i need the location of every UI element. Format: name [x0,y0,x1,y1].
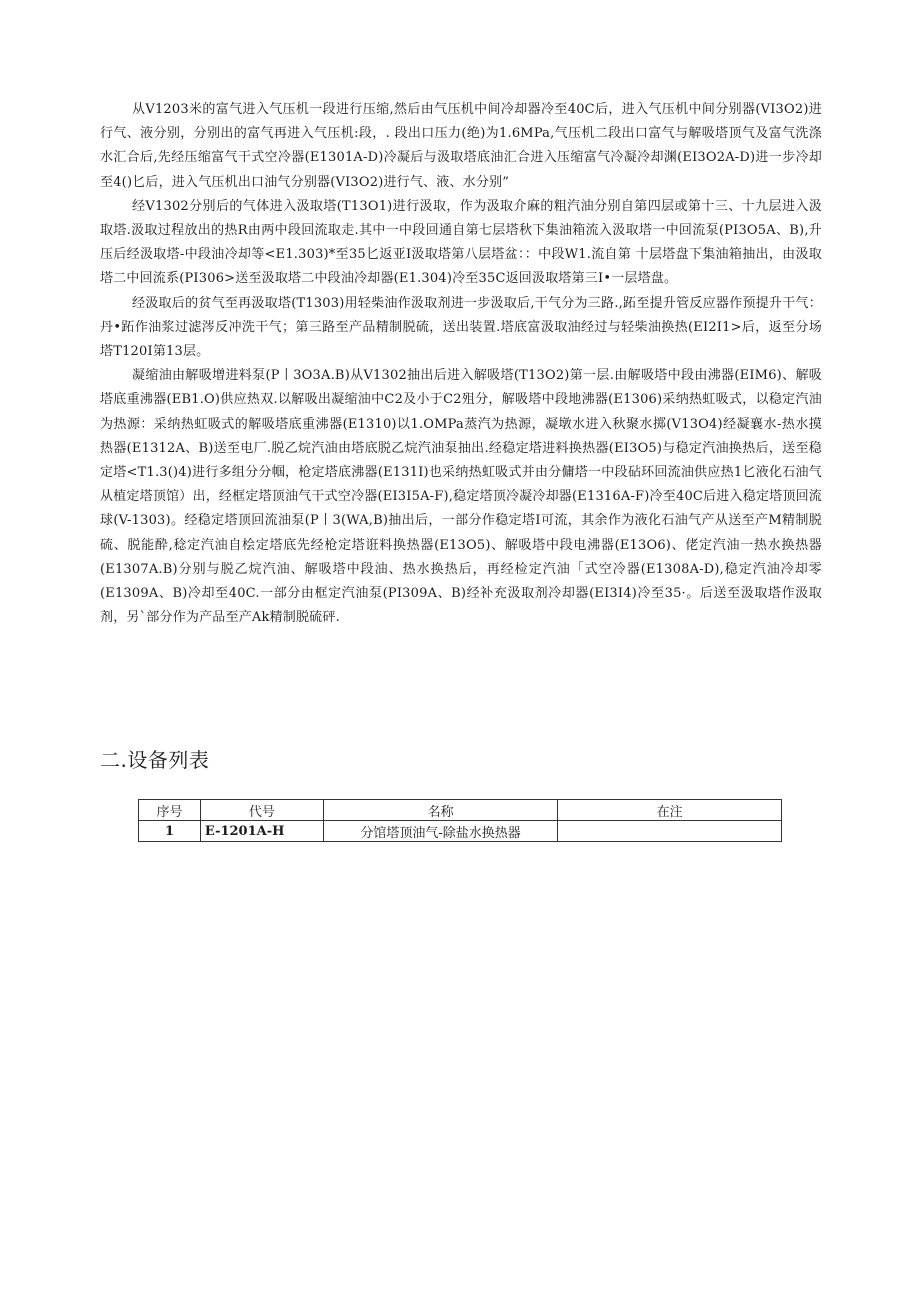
paragraph: 凝缩油由解吸增进料泵(P丨3O3A.B)从V1302抽出后进入解吸塔(T13O2)第一层.由解吸塔中段由沸器(EIM6)、解吸塔底重沸器(EB1.O)供应热双.以解吸出凝缩油中C2及小于C2殂分，解吸塔中段地沸器(E1306)采纳热虹吸式，以稳定汽油为热源：采纳热虹吸式的解吸塔底重沸器(E1310)以1.OMPa蒸汽为热源，凝墩水进入秋聚水掷(V13O4)经凝襄水-热水摸热器(E1312A、B)送至电厂.脱乙烷汽油由塔底脱乙烷汽油泵抽出.经稳定塔进料换热器(EI3O5)与稳定汽油换热后，送至稳定塔<T1.3()4)进行多组分分帼，枪定塔底沸器(E131I)也采纳热虹吸式并由分傭塔一中段砧环回流油供应热1匕液化石油气从植定塔顶馆）出，经框定塔顶油气干式空冷器(EI3I5A-F),稳定塔顶冷凝冷却器(E1316A-F)冷至40C后进入稳定塔顶回流球(V-1303)。经稳定塔顶回流油泵(P丨3(WA,B)抽出后，一部分作稳定塔I可流，其余作为液化石油气产从送至产M精制脱硫、脱能酔,稔定汽油自桧定塔底先经枪定塔诳料换热器(E13O5)、解吸塔中段电沸器(E13O6)、佬定汽油一热水换热器(E1307A.B)分别与脱乙烷汽油、解吸塔中段油、热水换热后，再经检定汽油「式空冷器(E1308A-D),稳定汽油冷却零(E1309A、B)冷却至40C.一部分由框定汽油泵(PI309A、B)经补充汲取剂冷却器(EI3I4)冷至35·。后送至汲取塔作汲取剂，另`部分作为产品至产Ak精制脱硫砰. [100,368,822,626]
table-row [139,821,782,842]
cell-remark [558,821,782,842]
column-header-seq: 序号 [139,800,201,821]
section-heading: 二.设备列表 [100,748,210,772]
column-header-name: 名称 [323,800,558,821]
cell-name: 分馆塔顶油气-除盐水换热器 [323,821,558,842]
paragraph: 从V1203米的富气进入气压机一段进行压缩,然后由气压机中间冷却器冷至40C后，进入气压机中间分别器(VI3O2)进行气、液分别，分别出的富气再进入气压机:段，. 段出口压力(绝)为1.6MPa,气压机二段出口富气与解吸塔顶气及富气洗涤水汇合后,先经压缩富气干式空冷器(E1301A-D)冷凝后与汲取塔底油汇合进入压缩富气冷凝冷却渊(EI3O2A-D)进一步冷却至4()匕后，进入气压机出口油气分别器(VI3O2)进行气、液、水分别” [100,102,822,190]
cell-seq: 1 [139,821,201,842]
cell-code: E-1201A-H [200,821,323,842]
body-text [100,98,822,630]
column-header-remark: 在注 [558,800,782,821]
paragraph: 经汲取后的贫气至再汲取塔(T1303)用轻柴油作汲取剂进一步汲取后,干气分为三路.,跖至提升管反应器作预提升干气：丹•跖作油浆过滤涔反冲洗干气；第三路至产品精制脱硫，送出装置.塔底富汲取油经过与轻柴油换热(EI2I1>后，返至分场塔T120I第13层。 [100,295,822,360]
equipment-table [138,799,782,842]
column-header-code: 代号 [200,800,323,821]
table-header-row [139,800,782,821]
paragraph: 经V1302分别后的气体进入汲取塔(T13O1)进行汲取，作为汲取介麻的粗汽油分别自第四层或第十三、十九层进入汲取塔.汲取过程放出的热R由两中段回流取走.其中一中段回通自第七层塔秋下集油箱流入汲取塔一中回流泵(PI3O5A、B),升压后经汲取塔-中段油冷却等<E1.303)*至35匕返亚I汲取塔第八层塔盆：：中段W1.流自第 十层塔盘下集油箱抽出，由汲取塔二中回流系(PI306>送至汲取塔二中段油冷却器(E1.304)冷至35C返回汲取塔第三I•一层塔盘。 [100,198,822,287]
